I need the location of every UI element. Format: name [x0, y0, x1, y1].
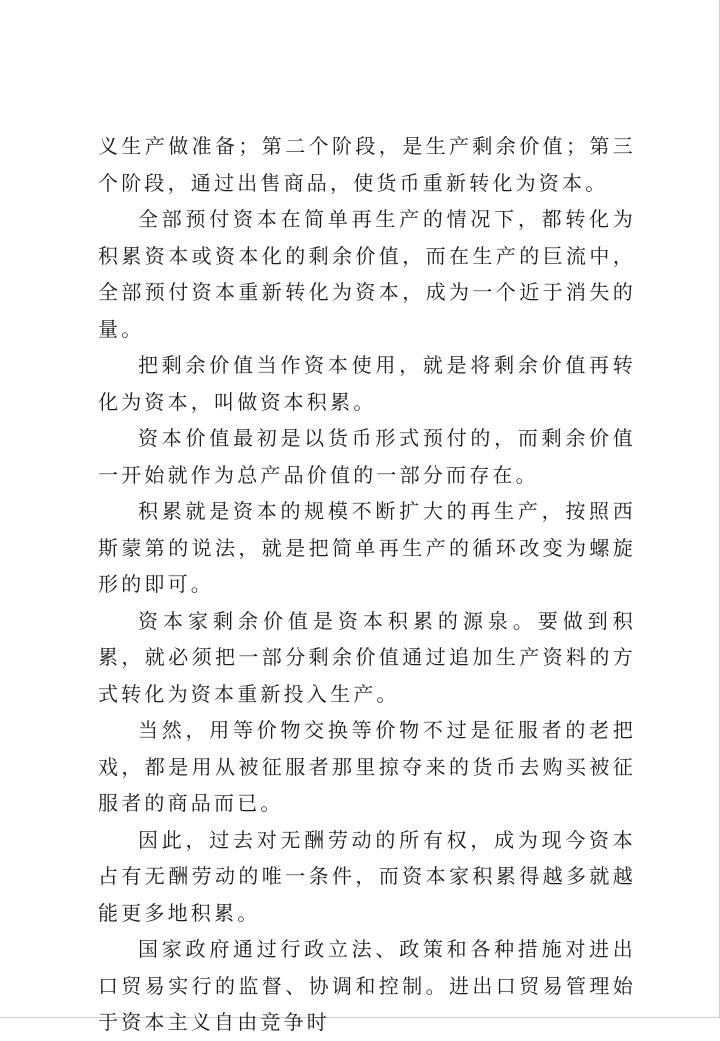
- paragraph-5: 积累就是资本的规模不断扩大的再生产，按照西斯蒙第的说法，就是把简单再生产的循环改变为螺旋形的即可。: [98, 499, 636, 596]
- paragraph-2: 全部预付资本在简单再生产的情况下，都转化为积累资本或资本化的剩余价值，而在生产的巨流中，全部预付资本重新转化为资本，成为一个近于消失的量。: [98, 207, 636, 341]
- document-body: [98, 128, 636, 1041]
- paragraph-6: 资本家剩余价值是资本积累的源泉。要做到积累，就必须把一部分剩余价值通过追加生产资料的方式转化为资本重新投入生产。: [98, 608, 636, 706]
- paragraph-1: 义生产做准备；第二个阶段，是生产剩余价值；第三个阶段，通过出售商品，使货币重新转化为资本。: [98, 134, 636, 195]
- paragraph-3: 把剩余价值当作资本使用，就是将剩余价值再转化为资本，叫做资本积累。: [98, 353, 636, 414]
- paragraph-7: 当然，用等价物交换等价物不过是征服者的老把戏，都是用从被征服者那里掠夺来的货币去购买被征服者的商品而已。: [98, 718, 636, 815]
- paragraph-9: 国家政府通过行政立法、政策和各种措施对进出口贸易实行的监督、协调和控制。进出口贸易管理始于资本主义自由竞争时: [98, 937, 636, 1034]
- paragraph-8: 因此，过去对无酬劳动的所有权，成为现今资本占有无酬劳动的唯一条件，而资本家积累得越多就越能更多地积累。: [98, 827, 636, 925]
- paragraph-4: 资本价值最初是以货币形式预付的，而剩余价值一开始就作为总产品价值的一部分而存在。: [98, 426, 636, 487]
